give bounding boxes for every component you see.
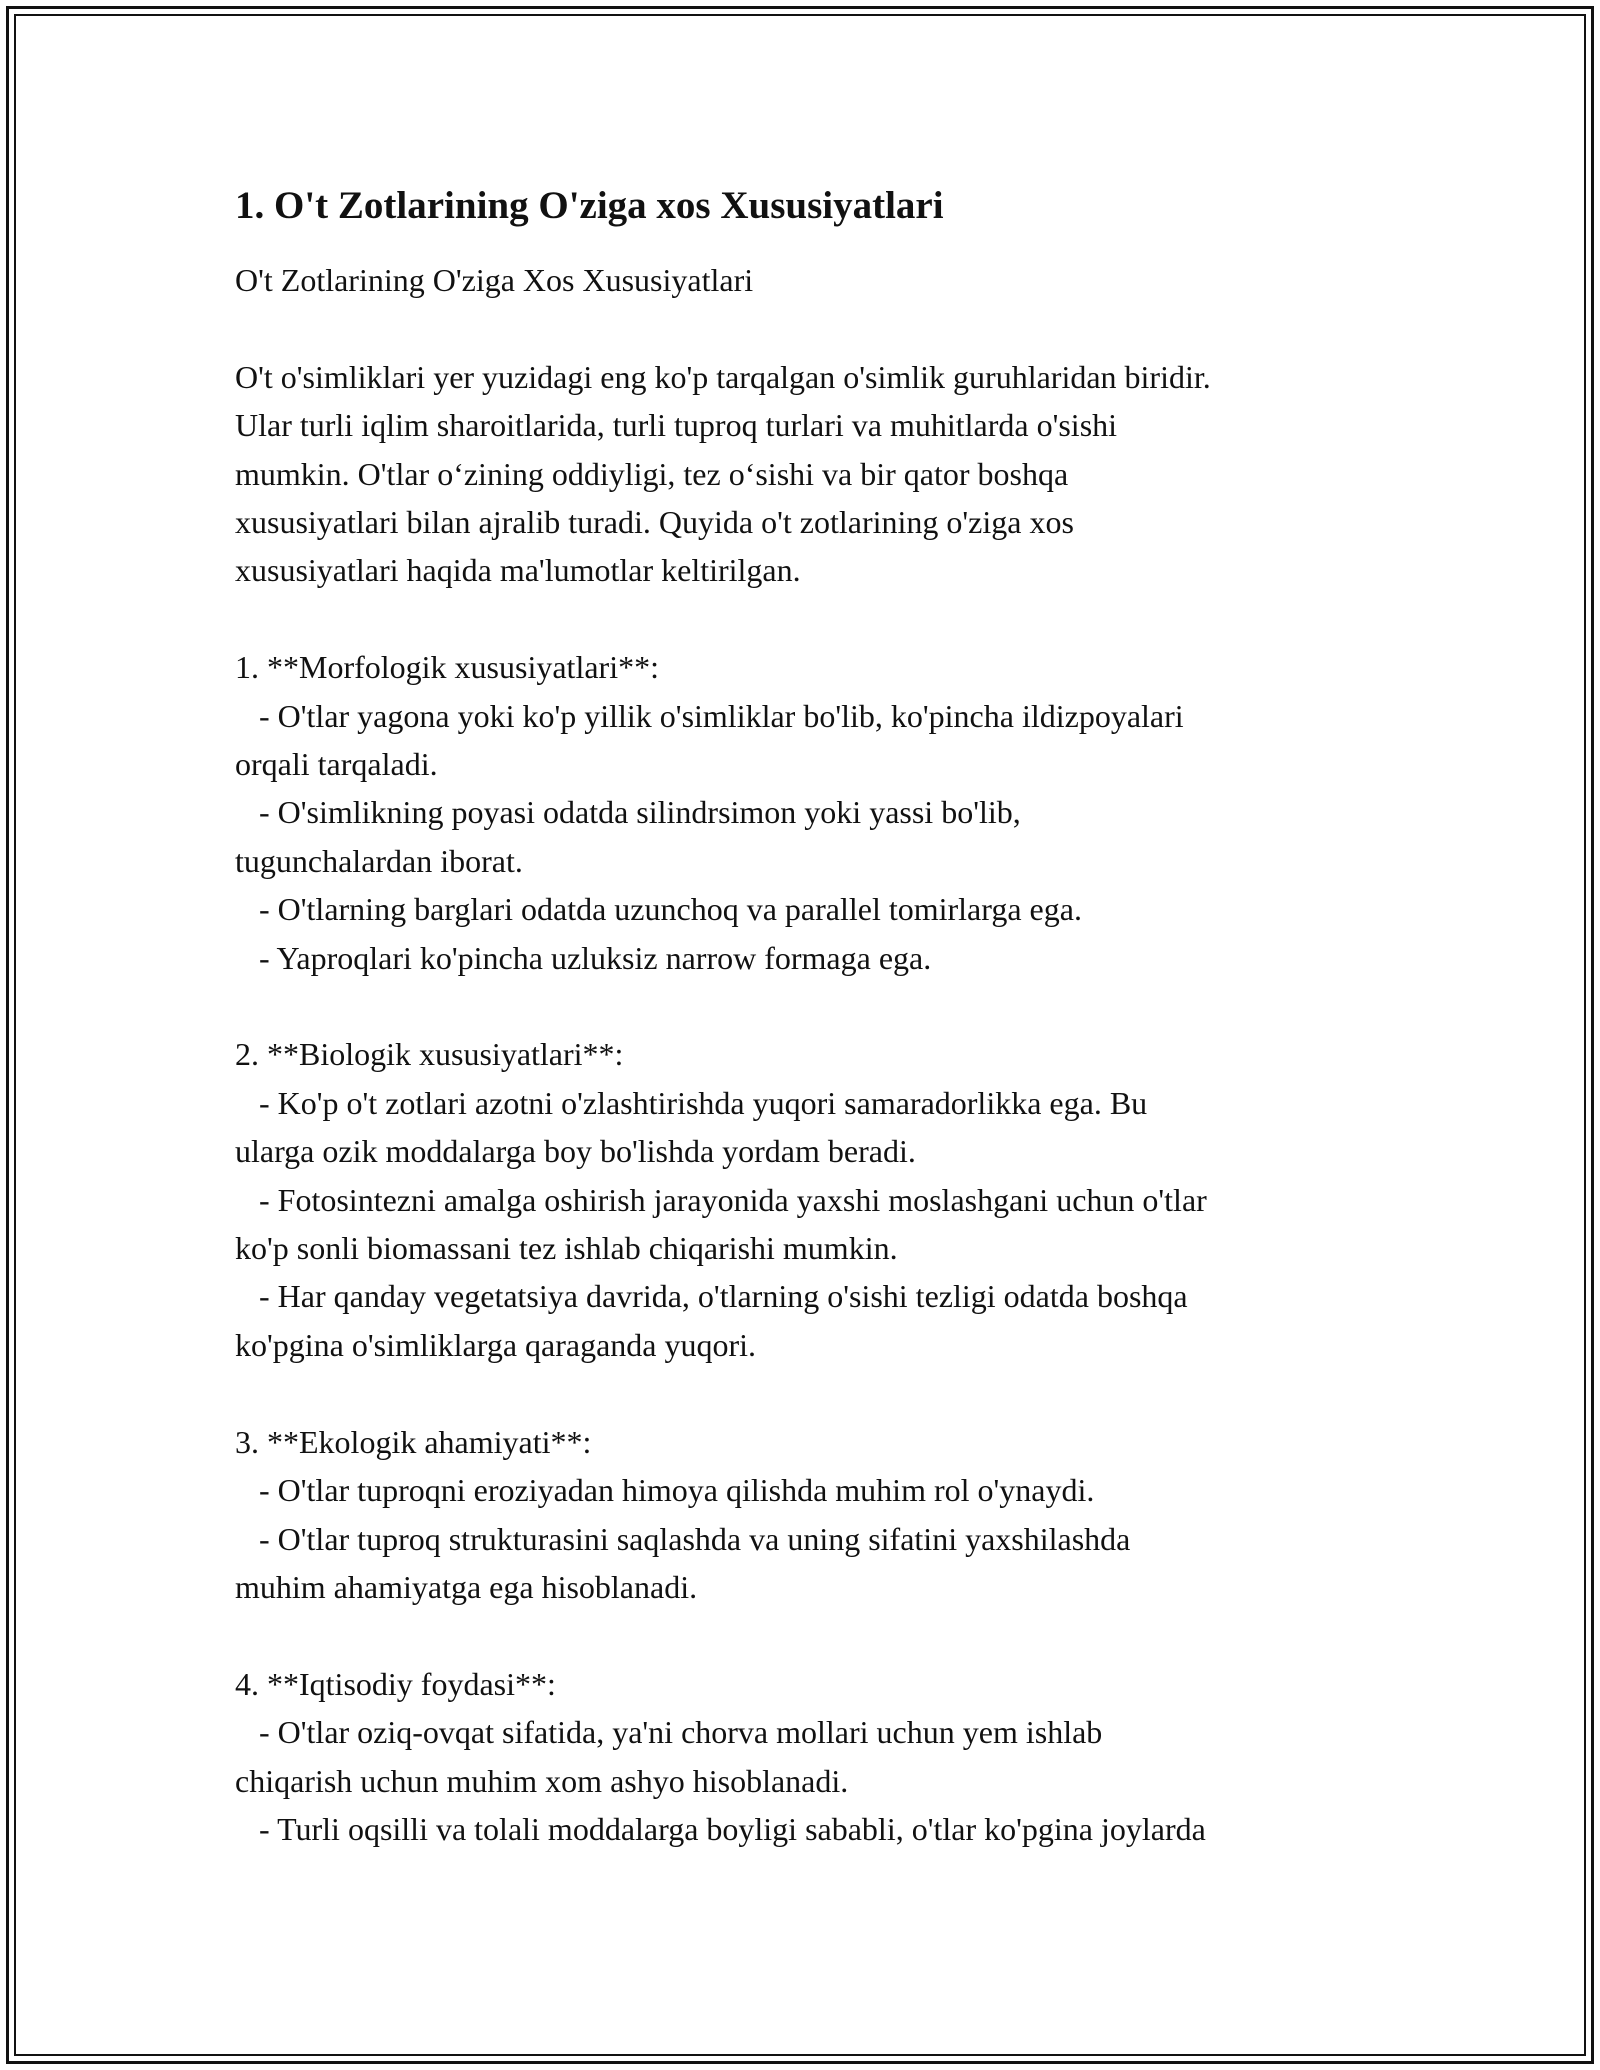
- section-line: - O'tlar tuproqni eroziyadan himoya qilishda muhim rol o'ynaydi.: [235, 1472, 1095, 1509]
- section-line: - O'tlarning barglari odatda uzunchoq va parallel tomirlarga ega.: [235, 891, 1082, 928]
- section-line: - Fotosintezni amalga oshirish jarayonida yaxshi moslashgani uchun o'tlar: [235, 1181, 1207, 1218]
- section-heading: 4. **Iqtisodiy foydasi**:: [235, 1665, 556, 1702]
- section-line: - O'tlar oziq-ovqat sifatida, ya'ni chorva mollari uchun yem ishlab: [235, 1714, 1103, 1751]
- paragraph-spacer: [235, 304, 1365, 352]
- intro-line: O't o'simliklari yer yuzidagi eng ko'p tarqalgan o'simlik guruhlaridan biridir.: [235, 358, 1211, 395]
- document-body: [235, 182, 1365, 1853]
- section-economy: [235, 1660, 1365, 1854]
- section-line: - O'tlar yagona yoki ko'p yillik o'simliklar bo'lib, ko'pincha ildizpoyalari: [235, 697, 1184, 734]
- section-line: - Turli oqsilli va tolali moddalarga boyligi sababli, o'tlar ko'pgina joylarda: [235, 1810, 1206, 1847]
- section-heading: 2. **Biologik xususiyatlari**:: [235, 1036, 624, 1073]
- section-line: - Yaproqlari ko'pincha uzluksiz narrow formaga ega.: [235, 939, 932, 976]
- section-line: chiqarish uchun muhim xom ashyo hisoblanadi.: [235, 1762, 849, 1799]
- section-line: - O'tlar tuproq strukturasini saqlashda va uning sifatini yaxshilashda: [235, 1520, 1131, 1557]
- section-morphology: [235, 643, 1365, 982]
- section-line: - Har qanday vegetatsiya davrida, o'tlarning o'sishi tezligi odatda boshqa: [235, 1278, 1188, 1315]
- document-subtitle: O't Zotlarining O'ziga Xos Xususiyatlari: [235, 262, 754, 298]
- paragraph-spacer: [235, 595, 1365, 643]
- section-line: orqali tarqaladi.: [235, 746, 438, 783]
- intro-paragraph: [235, 353, 1365, 595]
- section-line: ko'pgina o'simliklarga qaraganda yuqori.: [235, 1326, 757, 1363]
- section-line: - Ko'p o't zotlari azotni o'zlashtirishda yuqori samaradorlikka ega. Bu: [235, 1084, 1148, 1121]
- section-line: tugunchalardan iborat.: [235, 842, 523, 879]
- paragraph-spacer: [235, 1369, 1365, 1417]
- section-biology: [235, 1030, 1365, 1369]
- intro-line: mumkin. O'tlar o‘zining oddiyligi, tez o‘sishi va bir qator boshqa: [235, 455, 1069, 492]
- section-ecology: [235, 1418, 1365, 1612]
- document-title: 1. O't Zotlarining O'ziga xos Xususiyatlari: [235, 184, 944, 227]
- section-line: ularga ozik moddalarga boy bo'lishda yordam beradi.: [235, 1133, 916, 1170]
- section-heading: 1. **Morfologik xususiyatlari**:: [235, 649, 659, 686]
- intro-line: Ular turli iqlim sharoitlarida, turli tuproq turlari va muhitlarda o'sishi: [235, 407, 1118, 444]
- paragraph-spacer: [235, 982, 1365, 1030]
- section-line: - O'simlikning poyasi odatda silindrsimon yoki yassi bo'lib,: [235, 794, 1021, 831]
- intro-line: xususiyatlari haqida ma'lumotlar keltirilgan.: [235, 552, 801, 589]
- paragraph-spacer: [235, 1611, 1365, 1659]
- section-heading: 3. **Ekologik ahamiyati**:: [235, 1423, 592, 1460]
- section-line: muhim ahamiyatga ega hisoblanadi.: [235, 1568, 698, 1605]
- section-line: ko'p sonli biomassani tez ishlab chiqarishi mumkin.: [235, 1230, 898, 1267]
- intro-line: xususiyatlari bilan ajralib turadi. Quyida o't zotlarining o'ziga xos: [235, 504, 1074, 541]
